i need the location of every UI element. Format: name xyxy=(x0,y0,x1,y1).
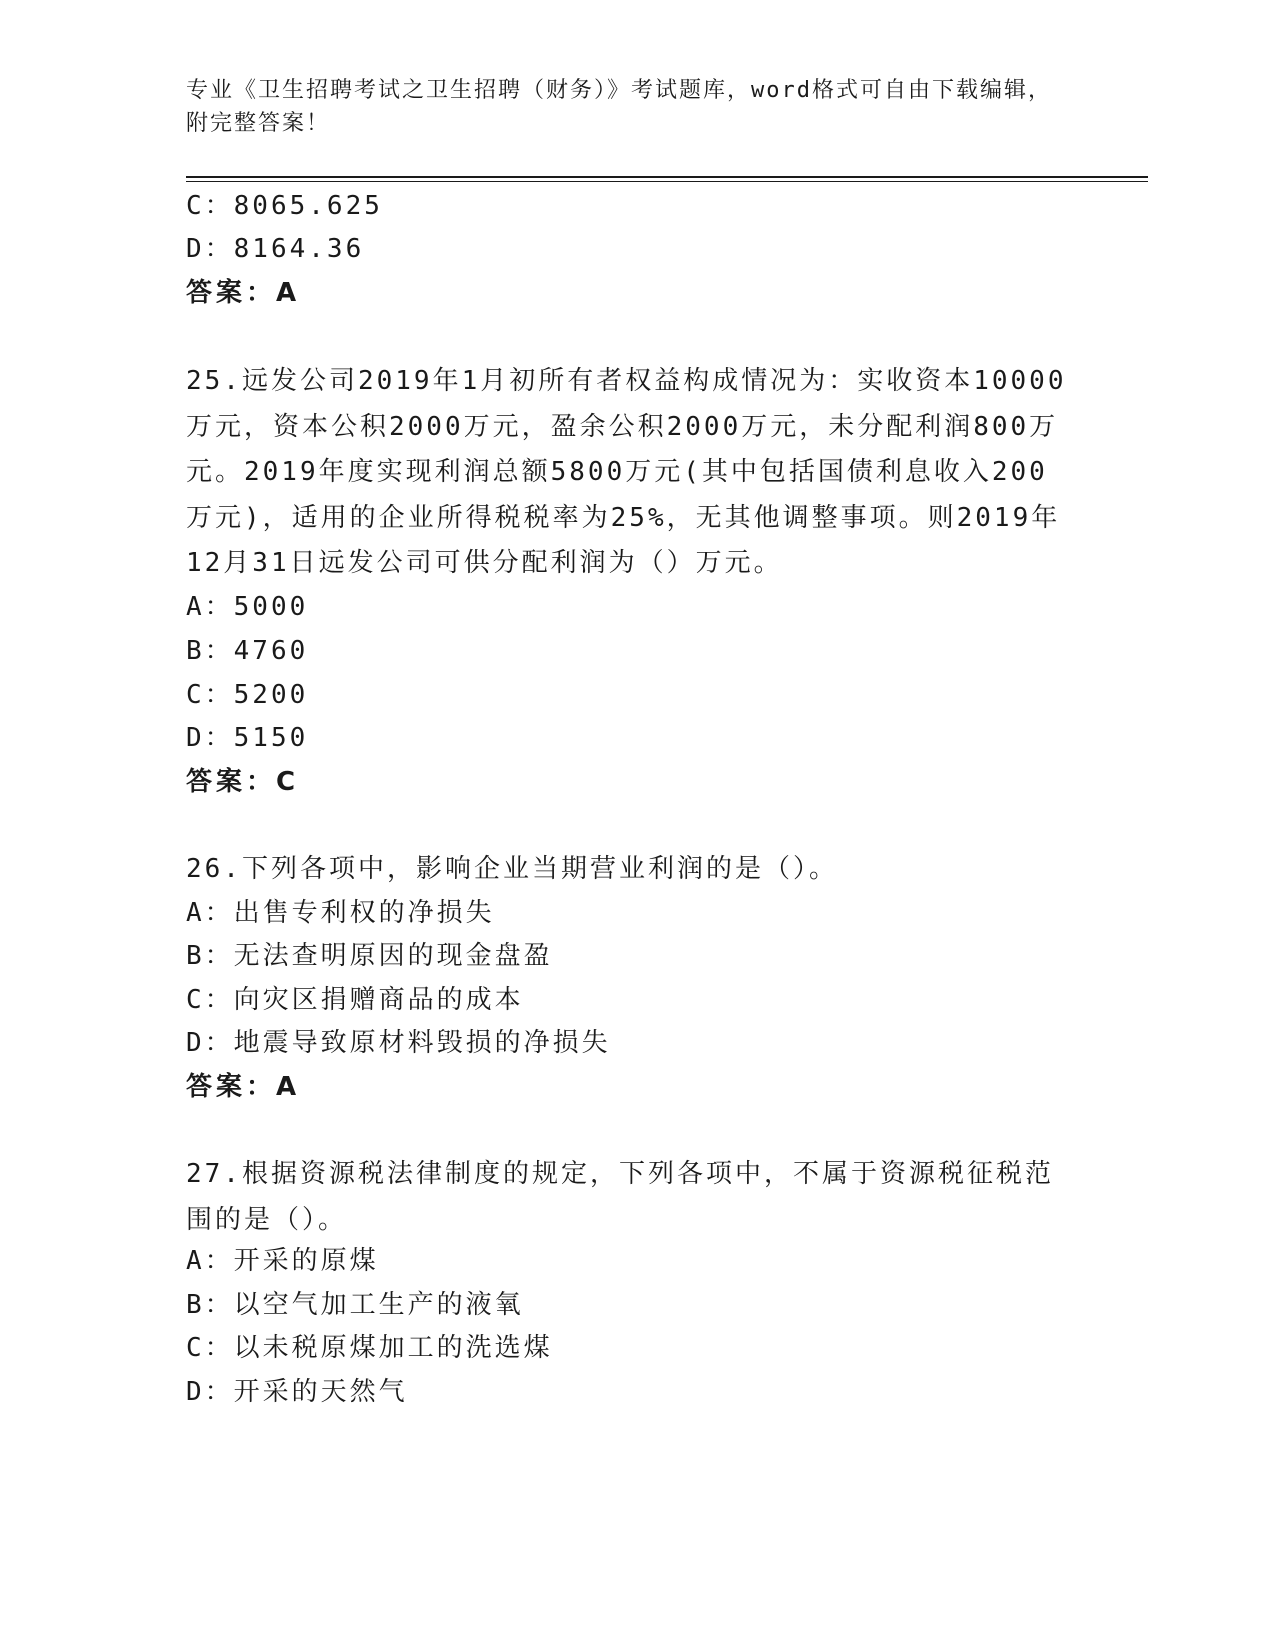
question-25-option-b: B：4760 xyxy=(186,636,309,666)
question-26-answer: 答案：A xyxy=(186,1072,301,1102)
header-divider-thick xyxy=(186,176,1148,178)
option-d: D：8164.36 xyxy=(186,234,365,264)
answer-line: 答案：A xyxy=(186,278,301,308)
document-header: 专业《卫生招聘考试之卫生招聘（财务）》考试题库，word格式可自由下载编辑，附完整答案！ xyxy=(186,78,1052,136)
question-26-option-b: B：无法查明原因的现金盘盈 xyxy=(186,941,553,971)
header-divider-thin xyxy=(186,181,1148,182)
question-26-stem: 26.下列各项中，影响企业当期营业利润的是（）。 xyxy=(186,854,838,884)
question-27-option-c: C：以未税原煤加工的洗选煤 xyxy=(186,1333,553,1363)
question-27-option-d: D：开采的天然气 xyxy=(186,1377,408,1407)
question-25-option-c: C：5200 xyxy=(186,680,309,710)
question-27-option-a: A：开采的原煤 xyxy=(186,1246,379,1276)
question-25-stem: 25.远发公司2019年1月初所有者权益构成情况为：实收资本10000万元，资本公积2000万元，盈余公积2000万元，未分配利润800万元。2019年度实现利润总额5800万元(其中包括国债利息收入200万元)，适用的企业所得税税率为25%，无其他调整事项。则2019年12月31日远发公司可供分配利润为（）万元。 xyxy=(186,366,1067,578)
question-25-answer: 答案：C xyxy=(186,767,300,797)
question-26-option-d: D：地震导致原材料毁损的净损失 xyxy=(186,1028,611,1058)
question-27-stem: 27.根据资源税法律制度的规定，下列各项中，不属于资源税征税范围的是（）。 xyxy=(186,1159,1054,1235)
question-26-option-c: C：向灾区捐赠商品的成本 xyxy=(186,985,524,1015)
question-25-option-a: A：5000 xyxy=(186,592,309,622)
option-c: C：8065.625 xyxy=(186,191,383,221)
question-27-option-b: B：以空气加工生产的液氧 xyxy=(186,1290,524,1320)
question-25-option-d: D：5150 xyxy=(186,723,309,753)
question-26-option-a: A：出售专利权的净损失 xyxy=(186,898,495,928)
